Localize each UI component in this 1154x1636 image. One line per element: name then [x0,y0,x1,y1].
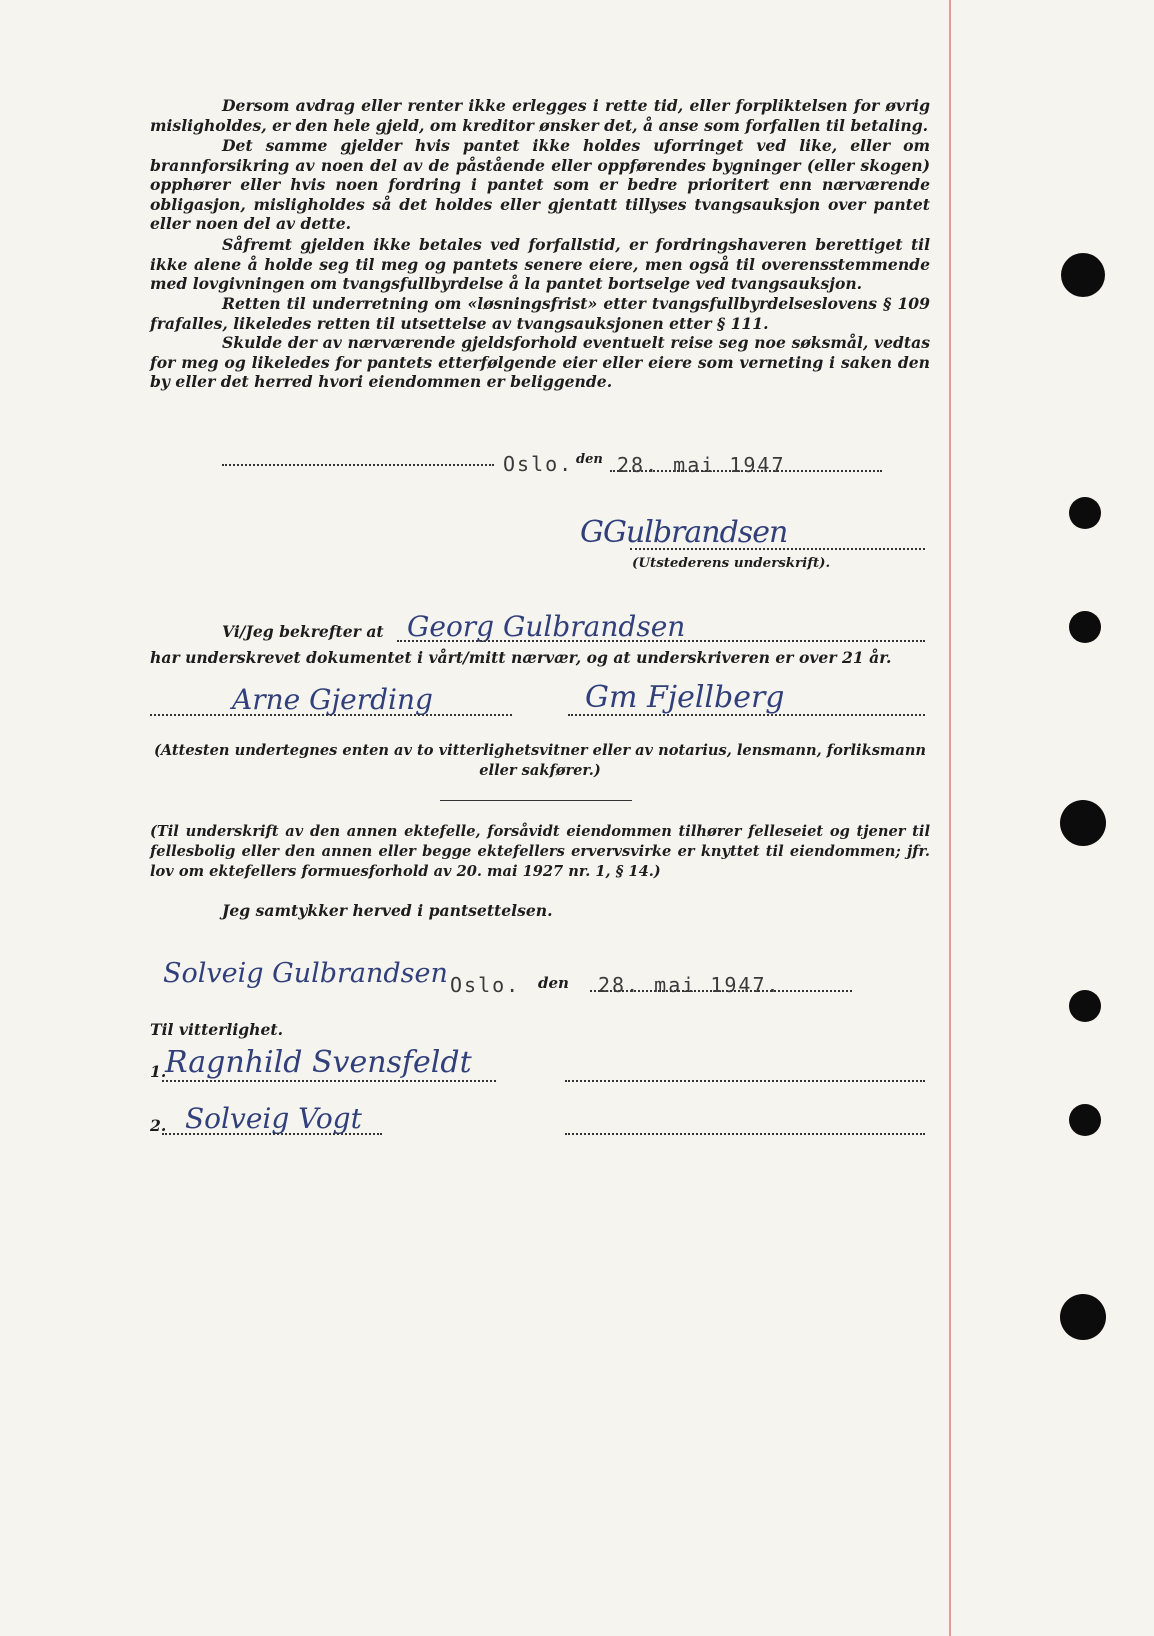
spouse-consent: Jeg samtykker herved i pantsettelsen. [222,901,553,920]
issuer-signature-line [630,548,925,550]
punch-hole [1069,1104,1101,1136]
witness-heading: Til vitterlighet. [150,1020,284,1039]
issue-place: Oslo. [503,452,574,476]
clause-paragraph: Dersom avdrag eller renter ikke erlegges i rette tid, eller forpliktelsen for øvrig misligholdes, er den hele gjeld, om kreditor ønsker det, å anse som forfallen til betaling. [150,96,930,135]
place-dotted-line [222,464,494,466]
punch-hole [1069,990,1101,1022]
witness-signature-right: Gm Fjellberg [585,680,785,715]
clause-paragraph: Det samme gjelder hvis pantet ikke holdes uforringet ved like, eller om brannforsikring av noen del av de påstående eller oppførendes bygninger (eller skogen) opphører eller hvis noen fordring i pantet som er bedre prioritert enn nærværende obligasjon, misligholdes så det holdes eller gjentatt tillyses tvangsauksjon over pantet eller noen del av dette. [150,136,930,233]
witness-number: 2. [150,1116,167,1135]
spouse-date: 28. mai 1947. [598,973,781,997]
spouse-den-label: den [538,974,569,992]
punch-hole [1060,800,1106,846]
punch-hole [1060,1294,1106,1340]
bleed-through-text [150,1360,154,1375]
witness-2-line [162,1133,382,1135]
witness-2-signature: Solveig Vogt [185,1102,362,1135]
signer-name-signature: Georg Gulbrandsen [407,610,686,643]
punch-hole [1061,253,1105,297]
punch-hole [1069,611,1101,643]
clause-paragraph: Retten til underretning om «løsningsfrist» etter tvangsfullbyrdelseslovens § 109 frafalles, likeledes retten til utsettelse av tvangsauksjonen etter § 111. [150,294,930,333]
issuer-caption: (Utstederens underskrift). [632,555,831,571]
witness-line-right [568,714,925,716]
attestation-note: (Attesten undertegnes enten av to vitterlighetsvitner eller av notarius, lensmann, forliksmann eller sakfører.) [153,742,927,779]
witness-1-signature: Ragnhild Svensfeldt [165,1045,472,1080]
issuer-signature: GGulbrandsen [580,515,788,550]
separator-line [440,800,632,801]
punch-hole [1069,497,1101,529]
witness-line-left [150,714,512,716]
red-margin-line [949,0,951,1636]
witness-signature-left: Arne Gjerding [232,683,433,716]
attestation-prefix: Vi/Jeg bekrefter at [222,622,384,641]
den-label: den [576,452,603,467]
witness-2-right-line [565,1133,925,1135]
clause-paragraph: Såfremt gjelden ikke betales ved forfallstid, er fordringshaveren berettiget til ikke alene å holde seg til meg og pantets senere eiere, men også til overensstemmende med lovgivningen om tvangsfullbyrdelse å la pantet bortselge ved tvangsauksjon. [150,235,930,293]
spouse-signature: Solveig Gulbrandsen [163,958,448,989]
spouse-place: Oslo. [450,973,521,997]
signer-name-line [397,640,925,642]
attestation-statement: har underskrevet dokumentet i vårt/mitt nærvær, og at underskriveren er over 21 år. [150,648,892,667]
witness-number: 1. [150,1062,167,1081]
issue-date: 28. mai 1947 [617,453,786,477]
clause-paragraph: Skulde der av nærværende gjeldsforhold eventuelt reise seg noe søksmål, vedtas for meg og likeledes for pantets etterfølgende eier eller eiere som verneting i saken den by eller det herred hvori eiendommen er beliggende. [150,333,930,391]
witness-1-right-line [565,1080,925,1082]
witness-1-line [162,1080,496,1082]
spouse-note: (Til underskrift av den annen ektefelle, forsåvidt eiendommen tilhører felleseiet og tjener til fellesbolig eller den annen eller begge ektefellers ervervsvirke er knyttet til eiendommen; jfr. lov om ektefellers formuesforhold av 20. mai 1927 nr. 1, § 14.) [150,823,930,880]
